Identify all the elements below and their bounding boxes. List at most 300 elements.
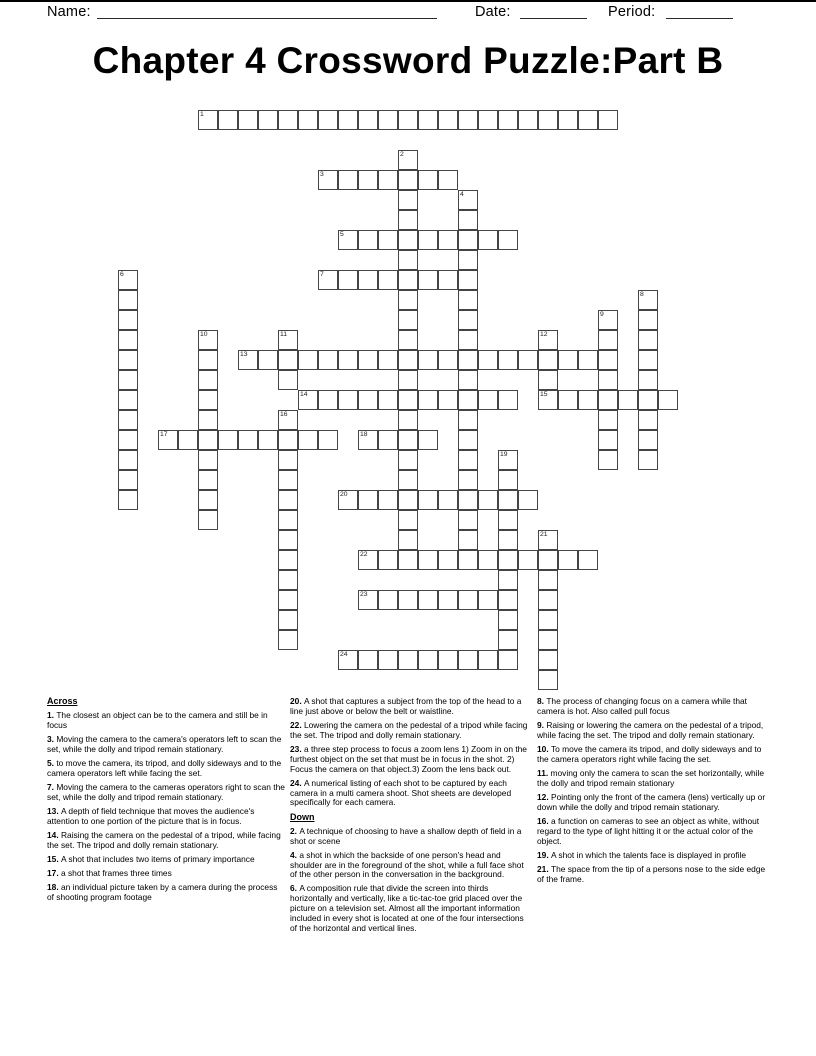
- grid-cell[interactable]: [638, 290, 658, 310]
- grid-cell[interactable]: [498, 530, 518, 550]
- grid-cell[interactable]: [438, 390, 458, 410]
- grid-cell[interactable]: [418, 390, 438, 410]
- grid-cell[interactable]: [358, 350, 378, 370]
- grid-cell[interactable]: [338, 270, 358, 290]
- grid-cell[interactable]: [398, 190, 418, 210]
- grid-cell[interactable]: [638, 410, 658, 430]
- grid-cell[interactable]: [158, 430, 178, 450]
- grid-cell[interactable]: [458, 210, 478, 230]
- clue-down-6: 6. A composition rule that divide the screen into thirds horizontally and vertically, like a tic-tac-toe grid placed over the picture on a television set. Almost all the important information included in every shot is located at one of the four intersections of the horizontal and vertical lines.: [290, 883, 524, 933]
- grid-cell[interactable]: [598, 430, 618, 450]
- grid-cell[interactable]: [398, 270, 418, 290]
- grid-cell[interactable]: [558, 390, 578, 410]
- clue-number: 17.: [47, 868, 61, 879]
- grid-cell[interactable]: [378, 390, 398, 410]
- grid-cell[interactable]: [598, 350, 618, 370]
- grid-cell[interactable]: [438, 550, 458, 570]
- clue-across-18: 18. an individual picture taken by a camera during the process of shooting program footage: [47, 882, 278, 903]
- grid-cell[interactable]: [458, 590, 478, 610]
- clue-across-20: 20. A shot that captures a subject from the top of the head to a line just above or below the belt or waistline.: [290, 696, 522, 716]
- clue-number: 13.: [47, 806, 61, 817]
- clues-column-2: [290, 697, 528, 938]
- grid-cell[interactable]: [278, 370, 298, 390]
- cell-number: 10: [200, 331, 208, 338]
- grid-cell[interactable]: [118, 370, 138, 390]
- grid-cell[interactable]: [578, 550, 598, 570]
- grid-cell[interactable]: [358, 230, 378, 250]
- clue-number: 14.: [47, 830, 61, 841]
- clue-across-17: 17. a shot that frames three times: [47, 868, 172, 879]
- grid-cell[interactable]: [398, 290, 418, 310]
- clue-number: 11.: [537, 767, 551, 778]
- grid-cell[interactable]: [398, 590, 418, 610]
- grid-cell[interactable]: [438, 230, 458, 250]
- grid-cell[interactable]: [478, 390, 498, 410]
- grid-cell[interactable]: [198, 490, 218, 510]
- grid-cell[interactable]: [558, 110, 578, 130]
- grid-cell[interactable]: [498, 390, 518, 410]
- grid-cell[interactable]: [498, 110, 518, 130]
- grid-cell[interactable]: [338, 230, 358, 250]
- grid-cell[interactable]: [358, 170, 378, 190]
- grid-cell[interactable]: [458, 110, 478, 130]
- grid-cell[interactable]: [258, 430, 278, 450]
- grid-cell[interactable]: [198, 410, 218, 430]
- clue-down-9: 9. Raising or lowering the camera on the pedestal of a tripod, while facing the set. The tripod and dolly remain stationary.: [537, 719, 764, 740]
- clue-number: 24.: [290, 777, 304, 788]
- grid-cell[interactable]: [478, 490, 498, 510]
- grid-cell[interactable]: [418, 170, 438, 190]
- grid-cell[interactable]: [518, 350, 538, 370]
- grid-cell[interactable]: [398, 310, 418, 330]
- name-label: Name:: [47, 4, 91, 20]
- grid-cell[interactable]: [558, 350, 578, 370]
- clue-number: 5.: [47, 758, 57, 769]
- grid-cell[interactable]: [498, 630, 518, 650]
- grid-cell[interactable]: [218, 430, 238, 450]
- grid-cell[interactable]: [498, 450, 518, 470]
- clue-number: 8.: [537, 696, 547, 706]
- grid-cell[interactable]: [458, 550, 478, 570]
- cell-number: 11: [280, 331, 288, 338]
- grid-cell[interactable]: [418, 110, 438, 130]
- date-blank[interactable]: [520, 3, 587, 19]
- clue-across-24: 24. A numerical listing of each shot to be captured by each camera in a multi camera shoot. Shot sheets are developed specifically for each camera.: [290, 777, 512, 808]
- clue-across-23: 23. a three step process to focus a zoom lens 1) Zoom in on the furthest object on the set that must be in focus in the shot. 2) Focus the camera on that object.3) Zoom the lens back out.: [290, 743, 527, 774]
- grid-cell[interactable]: [278, 490, 298, 510]
- grid-cell[interactable]: [398, 430, 418, 450]
- grid-cell[interactable]: [118, 450, 138, 470]
- grid-cell[interactable]: [398, 170, 418, 190]
- grid-cell[interactable]: [458, 350, 478, 370]
- grid-cell[interactable]: [398, 510, 418, 530]
- clue-number: 10.: [537, 743, 551, 754]
- grid-cell[interactable]: [458, 370, 478, 390]
- grid-cell[interactable]: [198, 390, 218, 410]
- grid-cell[interactable]: [398, 330, 418, 350]
- grid-cell[interactable]: [538, 390, 558, 410]
- clue-number: 9.: [537, 719, 547, 730]
- grid-cell[interactable]: [538, 370, 558, 390]
- grid-cell[interactable]: [358, 110, 378, 130]
- grid-cell[interactable]: [378, 590, 398, 610]
- grid-cell[interactable]: [538, 550, 558, 570]
- grid-cell[interactable]: [638, 370, 658, 390]
- cell-number: 1: [200, 111, 204, 118]
- grid-cell[interactable]: [378, 270, 398, 290]
- grid-cell[interactable]: [118, 390, 138, 410]
- grid-cell[interactable]: [378, 550, 398, 570]
- grid-cell[interactable]: [118, 270, 138, 290]
- grid-cell[interactable]: [458, 290, 478, 310]
- clue-number: 1.: [47, 710, 57, 721]
- grid-cell[interactable]: [638, 330, 658, 350]
- grid-cell[interactable]: [338, 490, 358, 510]
- grid-cell[interactable]: [638, 430, 658, 450]
- grid-cell[interactable]: [458, 310, 478, 330]
- grid-cell[interactable]: [378, 350, 398, 370]
- grid-cell[interactable]: [278, 530, 298, 550]
- grid-cell[interactable]: [398, 250, 418, 270]
- grid-cell[interactable]: [358, 390, 378, 410]
- grid-cell[interactable]: [198, 430, 218, 450]
- grid-cell[interactable]: [498, 650, 518, 670]
- grid-cell[interactable]: [398, 470, 418, 490]
- grid-cell[interactable]: [418, 490, 438, 510]
- grid-cell[interactable]: [398, 390, 418, 410]
- grid-cell[interactable]: [318, 270, 338, 290]
- grid-cell[interactable]: [398, 410, 418, 430]
- grid-cell[interactable]: [478, 230, 498, 250]
- cell-number: 15: [540, 391, 548, 398]
- grid-cell[interactable]: [538, 330, 558, 350]
- grid-cell[interactable]: [638, 350, 658, 370]
- grid-cell[interactable]: [358, 650, 378, 670]
- grid-cell[interactable]: [278, 430, 298, 450]
- grid-cell[interactable]: [318, 430, 338, 450]
- grid-cell[interactable]: [418, 590, 438, 610]
- grid-cell[interactable]: [438, 270, 458, 290]
- grid-cell[interactable]: [378, 110, 398, 130]
- grid-cell[interactable]: [498, 230, 518, 250]
- grid-cell[interactable]: [458, 270, 478, 290]
- grid-cell[interactable]: [518, 490, 538, 510]
- grid-cell[interactable]: [118, 490, 138, 510]
- grid-cell[interactable]: [498, 350, 518, 370]
- grid-cell[interactable]: [578, 110, 598, 130]
- grid-cell[interactable]: [538, 110, 558, 130]
- grid-cell[interactable]: [118, 330, 138, 350]
- grid-cell[interactable]: [198, 110, 218, 130]
- grid-cell[interactable]: [398, 490, 418, 510]
- grid-cell[interactable]: [198, 470, 218, 490]
- grid-cell[interactable]: [458, 190, 478, 210]
- grid-cell[interactable]: [358, 430, 378, 450]
- grid-cell[interactable]: [498, 490, 518, 510]
- grid-cell[interactable]: [638, 310, 658, 330]
- clue-number: 7.: [47, 782, 57, 793]
- grid-cell[interactable]: [458, 410, 478, 430]
- grid-cell[interactable]: [518, 110, 538, 130]
- grid-cell[interactable]: [338, 350, 358, 370]
- grid-cell[interactable]: [118, 410, 138, 430]
- grid-cell[interactable]: [378, 430, 398, 450]
- clue-down-16: 16. a function on cameras to see an object as white, without regard to the type of light hitting it or the actual color of the object.: [537, 815, 760, 846]
- clue-number: 19.: [537, 849, 551, 860]
- clue-across-15: 15. A shot that includes two items of primary importance: [47, 854, 255, 865]
- grid-cell[interactable]: [438, 490, 458, 510]
- grid-cell[interactable]: [418, 270, 438, 290]
- grid-cell[interactable]: [498, 590, 518, 610]
- grid-cell[interactable]: [638, 450, 658, 470]
- grid-cell[interactable]: [598, 390, 618, 410]
- grid-cell[interactable]: [458, 330, 478, 350]
- grid-cell[interactable]: [198, 510, 218, 530]
- grid-cell[interactable]: [598, 410, 618, 430]
- grid-cell[interactable]: [298, 430, 318, 450]
- grid-cell[interactable]: [398, 550, 418, 570]
- grid-cell[interactable]: [398, 650, 418, 670]
- clue-down-19: 19. A shot in which the talents face is displayed in profile: [537, 849, 747, 860]
- grid-cell[interactable]: [418, 650, 438, 670]
- grid-cell[interactable]: [278, 570, 298, 590]
- cell-number: 24: [340, 651, 348, 658]
- grid-cell[interactable]: [438, 650, 458, 670]
- clue-down-2: 2. A technique of choosing to have a shallow depth of field in a shot or scene: [290, 825, 522, 846]
- cell-number: 16: [280, 411, 288, 418]
- clue-number: 15.: [47, 854, 61, 865]
- grid-cell[interactable]: [538, 650, 558, 670]
- grid-cell[interactable]: [538, 570, 558, 590]
- grid-cell[interactable]: [498, 510, 518, 530]
- cell-number: 14: [300, 391, 308, 398]
- grid-cell[interactable]: [398, 150, 418, 170]
- grid-cell[interactable]: [458, 470, 478, 490]
- clue-across-3: 3. Moving the camera to the camera's operators left to scan the set, while the dolly and tripod remain stationary.: [47, 734, 282, 754]
- grid-cell[interactable]: [598, 110, 618, 130]
- grid-cell[interactable]: [278, 410, 298, 430]
- grid-cell[interactable]: [378, 170, 398, 190]
- page-title: Chapter 4 Crossword Puzzle:Part B: [92, 40, 724, 81]
- grid-cell[interactable]: [398, 110, 418, 130]
- grid-cell[interactable]: [438, 170, 458, 190]
- grid-cell[interactable]: [398, 230, 418, 250]
- grid-cell[interactable]: [618, 390, 638, 410]
- clue-down-4: 4. a shot in which the backside of one person's head and shoulder are in the foreground of the shot, while a full face shot of the other person in the conversation in the background.: [290, 849, 524, 880]
- grid-cell[interactable]: [378, 230, 398, 250]
- grid-cell[interactable]: [498, 570, 518, 590]
- grid-cell[interactable]: [538, 630, 558, 650]
- clue-across-14: 14. Raising the camera on the pedestal of a tripod, while facing the set. The tripod and dolly remain stationary.: [47, 830, 281, 850]
- grid-cell[interactable]: [178, 430, 198, 450]
- grid-cell[interactable]: [398, 530, 418, 550]
- clue-down-10: 10. To move the camera its tripod, and dolly sideways and to the camera operators right while facing the set.: [537, 743, 762, 764]
- grid-cell[interactable]: [358, 490, 378, 510]
- grid-cell[interactable]: [478, 650, 498, 670]
- grid-cell[interactable]: [338, 650, 358, 670]
- clue-number: 23.: [290, 743, 304, 754]
- grid-cell[interactable]: [378, 650, 398, 670]
- grid-cell[interactable]: [458, 450, 478, 470]
- grid-cell[interactable]: [278, 110, 298, 130]
- grid-cell[interactable]: [458, 230, 478, 250]
- cell-number: 4: [460, 191, 464, 198]
- grid-cell[interactable]: [658, 390, 678, 410]
- cell-number: 9: [600, 311, 604, 318]
- cell-number: 21: [540, 531, 548, 538]
- clue-down-21: 21. The space from the tip of a persons nose to the side edge of the frame.: [537, 863, 766, 884]
- grid-cell[interactable]: [458, 430, 478, 450]
- grid-cell[interactable]: [278, 470, 298, 490]
- grid-cell[interactable]: [418, 230, 438, 250]
- grid-cell[interactable]: [398, 350, 418, 370]
- grid-cell[interactable]: [518, 550, 538, 570]
- grid-cell[interactable]: [238, 430, 258, 450]
- grid-cell[interactable]: [398, 370, 418, 390]
- cell-number: 22: [360, 551, 368, 558]
- grid-cell[interactable]: [478, 110, 498, 130]
- grid-cell[interactable]: [598, 330, 618, 350]
- grid-cell[interactable]: [318, 350, 338, 370]
- grid-cell[interactable]: [338, 390, 358, 410]
- grid-cell[interactable]: [118, 430, 138, 450]
- grid-cell[interactable]: [598, 450, 618, 470]
- grid-cell[interactable]: [198, 330, 218, 350]
- grid-cell[interactable]: [538, 610, 558, 630]
- grid-cell[interactable]: [438, 110, 458, 130]
- grid-cell[interactable]: [478, 350, 498, 370]
- cell-number: 23: [360, 591, 368, 598]
- grid-cell[interactable]: [318, 110, 338, 130]
- grid-cell[interactable]: [278, 630, 298, 650]
- grid-cell[interactable]: [378, 490, 398, 510]
- grid-cell[interactable]: [118, 290, 138, 310]
- grid-cell[interactable]: [458, 650, 478, 670]
- grid-cell[interactable]: [318, 390, 338, 410]
- grid-cell[interactable]: [598, 310, 618, 330]
- grid-cell[interactable]: [598, 370, 618, 390]
- cell-number: 18: [360, 431, 368, 438]
- grid-cell[interactable]: [458, 490, 478, 510]
- grid-cell[interactable]: [198, 350, 218, 370]
- clue-across-1: 1. The closest an object can be to the camera and still be in focus: [47, 710, 268, 730]
- grid-cell[interactable]: [338, 170, 358, 190]
- period-label: Period:: [608, 4, 656, 20]
- grid-cell[interactable]: [118, 470, 138, 490]
- clue-number: 22.: [290, 719, 304, 730]
- grid-cell[interactable]: [458, 510, 478, 530]
- grid-cell[interactable]: [278, 330, 298, 350]
- grid-cell[interactable]: [558, 550, 578, 570]
- cell-number: 6: [120, 271, 124, 278]
- grid-cell[interactable]: [278, 350, 298, 370]
- cell-number: 19: [500, 451, 508, 458]
- clue-across-13: 13. A depth of field technique that moves the audience's attention to one portion of the picture that is in focus.: [47, 806, 255, 826]
- grid-cell[interactable]: [638, 390, 658, 410]
- grid-cell[interactable]: [538, 590, 558, 610]
- grid-cell[interactable]: [538, 530, 558, 550]
- grid-cell[interactable]: [418, 350, 438, 370]
- grid-cell[interactable]: [318, 170, 338, 190]
- clue-number: 21.: [537, 863, 551, 874]
- cell-number: 20: [340, 491, 348, 498]
- grid-cell[interactable]: [278, 590, 298, 610]
- cell-number: 5: [340, 231, 344, 238]
- grid-cell[interactable]: [198, 450, 218, 470]
- grid-cell[interactable]: [298, 110, 318, 130]
- grid-cell[interactable]: [118, 310, 138, 330]
- grid-cell[interactable]: [498, 470, 518, 490]
- grid-cell[interactable]: [298, 350, 318, 370]
- grid-cell[interactable]: [118, 350, 138, 370]
- grid-cell[interactable]: [458, 250, 478, 270]
- grid-cell[interactable]: [358, 590, 378, 610]
- grid-cell[interactable]: [438, 590, 458, 610]
- grid-cell[interactable]: [538, 670, 558, 690]
- across-heading: Across: [47, 696, 78, 706]
- period-blank[interactable]: [666, 3, 733, 19]
- grid-cell[interactable]: [418, 550, 438, 570]
- grid-cell[interactable]: [258, 110, 278, 130]
- grid-cell[interactable]: [298, 390, 318, 410]
- grid-cell[interactable]: [358, 270, 378, 290]
- clue-across-5: 5. to move the camera, its tripod, and dolly sideways and to the camera operators left while facing the set.: [47, 758, 282, 778]
- grid-cell[interactable]: [578, 390, 598, 410]
- grid-cell[interactable]: [198, 370, 218, 390]
- clue-down-12: 12. Pointing only the front of the camera (lens) vertically up or down while the dolly and tripod remain stationary.: [537, 791, 766, 812]
- grid-cell[interactable]: [278, 610, 298, 630]
- grid-cell[interactable]: [578, 350, 598, 370]
- grid-cell[interactable]: [438, 350, 458, 370]
- grid-cell[interactable]: [258, 350, 278, 370]
- name-blank[interactable]: [97, 3, 437, 19]
- date-label: Date:: [475, 4, 511, 20]
- grid-cell[interactable]: [398, 450, 418, 470]
- grid-cell[interactable]: [498, 610, 518, 630]
- grid-cell[interactable]: [278, 450, 298, 470]
- clue-number: 16.: [537, 815, 551, 826]
- grid-cell[interactable]: [238, 350, 258, 370]
- top-border-line: [0, 0, 816, 2]
- clue-number: 3.: [47, 734, 57, 745]
- grid-cell[interactable]: [358, 550, 378, 570]
- clue-number: 18.: [47, 882, 61, 893]
- clue-number: 6.: [290, 883, 300, 894]
- clue-number: 20.: [290, 696, 304, 706]
- grid-cell[interactable]: [458, 530, 478, 550]
- clue-down-8: 8. The process of changing focus on a camera while that camera is hot. Also called pull focus: [537, 696, 747, 716]
- grid-cell[interactable]: [458, 390, 478, 410]
- grid-cell[interactable]: [278, 550, 298, 570]
- down-heading: Down: [290, 811, 315, 822]
- grid-cell[interactable]: [218, 110, 238, 130]
- cell-number: 12: [540, 331, 548, 338]
- grid-cell[interactable]: [498, 550, 518, 570]
- grid-cell[interactable]: [398, 210, 418, 230]
- grid-cell[interactable]: [478, 590, 498, 610]
- grid-cell[interactable]: [338, 110, 358, 130]
- clue-number: 12.: [537, 791, 551, 802]
- grid-cell[interactable]: [238, 110, 258, 130]
- cell-number: 17: [160, 431, 168, 438]
- grid-cell[interactable]: [538, 350, 558, 370]
- grid-cell[interactable]: [478, 550, 498, 570]
- clue-across-7: 7. Moving the camera to the cameras operators right to scan the set, while the dolly and tripod remain stationary.: [47, 782, 285, 802]
- grid-cell[interactable]: [418, 430, 438, 450]
- cell-number: 7: [320, 271, 324, 278]
- cell-number: 2: [400, 151, 404, 158]
- grid-cell[interactable]: [278, 510, 298, 530]
